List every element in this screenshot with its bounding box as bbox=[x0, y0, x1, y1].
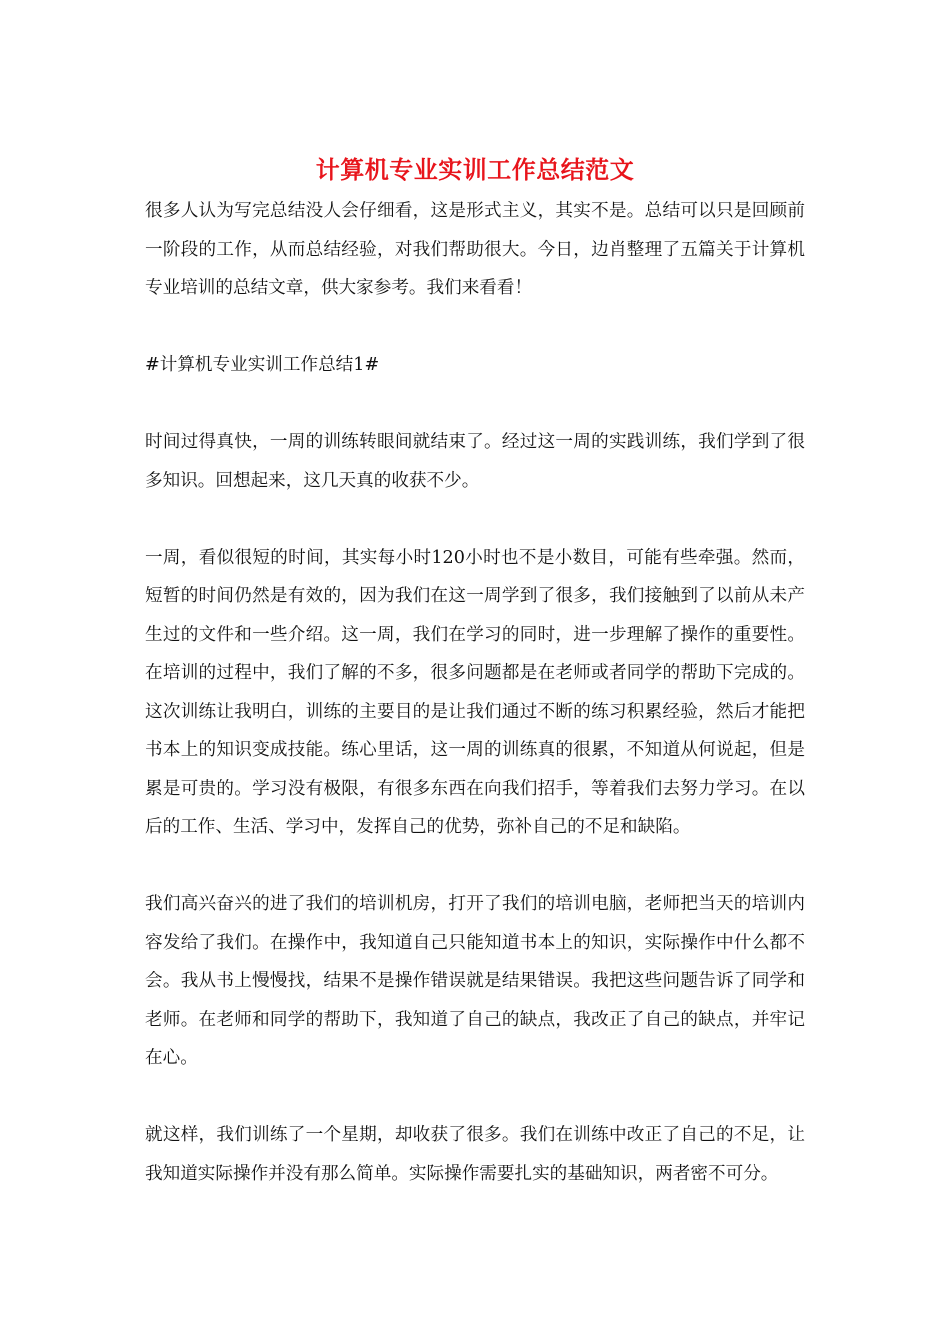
paragraph-gap bbox=[145, 1078, 805, 1117]
paragraph-gap bbox=[145, 847, 805, 886]
paragraph-gap bbox=[145, 308, 805, 347]
intro-paragraph: 很多人认为写完总结没人会仔细看，这是形式主义，其实不是。总结可以只是回顾前一阶段的工作，从而总结经验，对我们帮助很大。今日，边肖整理了五篇关于计算机专业培训的总结文章，供大家参考。我们来看看！ bbox=[145, 201, 805, 298]
document-title: 计算机专业实训工作总结范文 bbox=[315, 155, 635, 184]
body-paragraph: 时间过得真快，一周的训练转眼间就结束了。经过这一周的实践训练，我们学到了很多知识。回想起来，这几天真的收获不少。 bbox=[145, 432, 805, 491]
body-paragraph: 就这样，我们训练了一个星期，却收获了很多。我们在训练中改正了自己的不足，让我知道实际操作并没有那么简单。实际操作需要扎实的基础知识，两者密不可分。 bbox=[145, 1125, 805, 1184]
section-heading: #计算机专业实训工作总结1# bbox=[145, 355, 380, 375]
paragraph-gap bbox=[145, 500, 805, 539]
body-paragraph: 一周，看似很短的时间，其实每小时120小时也不是小数目，可能有些牵强。然而，短暂的时间仍然是有效的，因为我们在这一周学到了很多，我们接触到了以前从未产生过的文件和一些介绍。这一周，我们在学习的同时，进一步理解了操作的重要性。在培训的过程中，我们了解的不多，很多问题都是在老师或者同学的帮助下完成的。这次训练让我明白，训练的主要目的是让我们通过不断的练习积累经验，然后才能把书本上的知识变成技能。练心里话，这一周的训练真的很累，不知道从何说起，但是累是可贵的。学习没有极限，有很多东西在向我们招手，等着我们去努力学习。在以后的工作、生活、学习中，发挥自己的优势，弥补自己的不足和缺陷。 bbox=[145, 547, 805, 837]
body-paragraph: 我们高兴奋兴的进了我们的培训机房，打开了我们的培训电脑，老师把当天的培训内容发给了我们。在操作中，我知道自己只能知道书本上的知识，实际操作中什么都不会。我从书上慢慢找，结果不是操作错误就是结果错误。我把这些问题告诉了同学和老师。在老师和同学的帮助下，我知道了自己的缺点，我改正了自己的缺点，并牢记在心。 bbox=[145, 894, 805, 1068]
paragraph-gap bbox=[145, 385, 805, 424]
document-body bbox=[145, 150, 805, 1193]
